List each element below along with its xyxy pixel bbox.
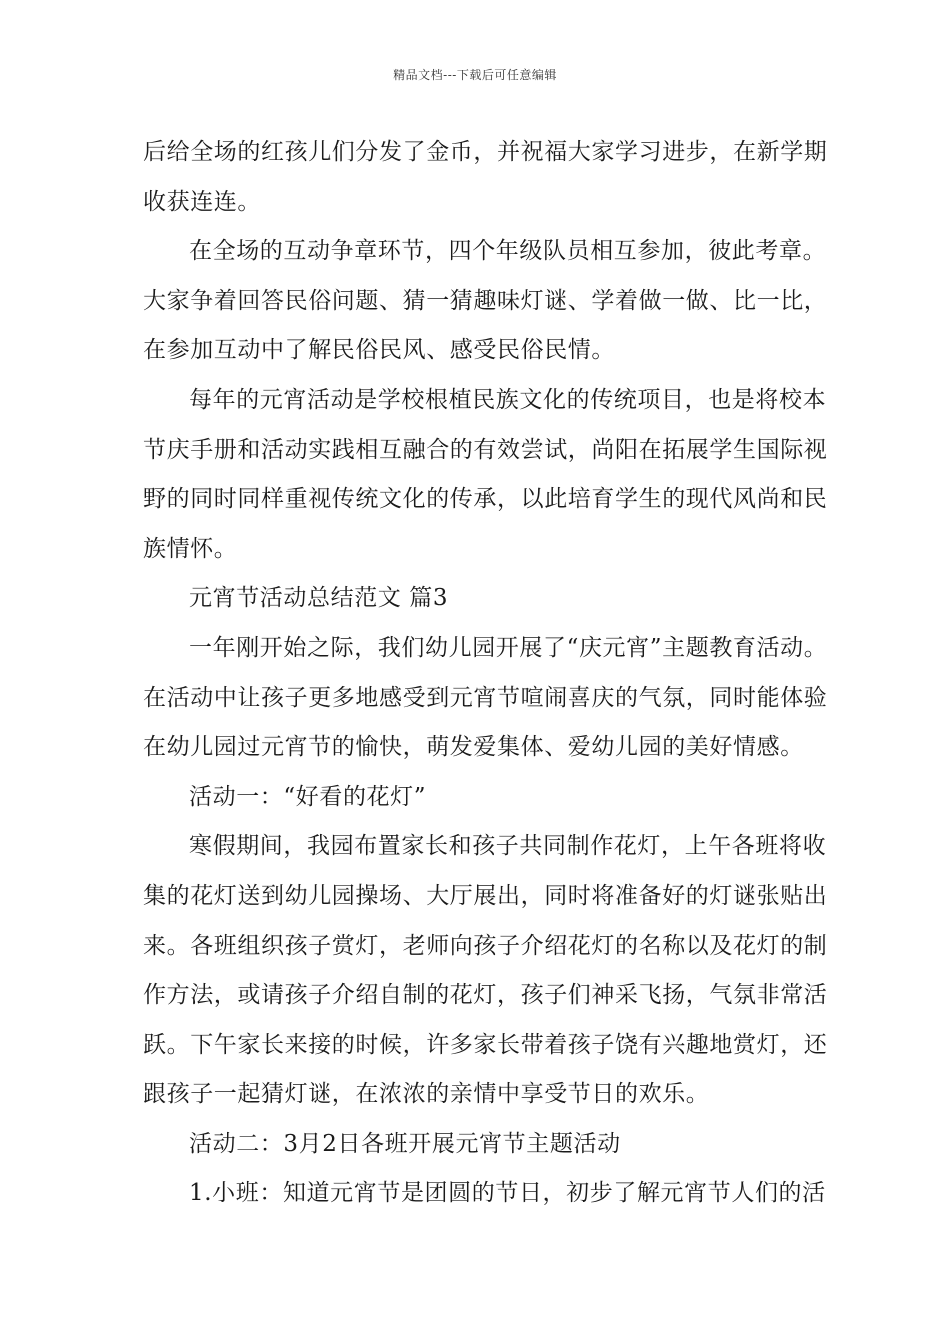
- text-line: 跟孩子一起猜灯谜，在浓浓的亲情中享受节日的欢乐。: [143, 1081, 710, 1108]
- text-line: 集的花灯送到幼儿园操场、大厅展出，同时将准备好的灯谜张贴出: [143, 882, 828, 909]
- text-line: 跃。下午家长来接的时候，许多家长带着孩子饶有兴趣地赏灯，还: [143, 1031, 828, 1058]
- activity-heading: 活动二：3月2日各班开展元宵节主题活动: [189, 1130, 621, 1157]
- text-line: 在参加互动中了解民俗民风、感受民俗民情。: [143, 337, 615, 364]
- section-heading: 元宵节活动总结范文 篇3: [189, 585, 449, 612]
- text-line: 后给全场的红孩儿们分发了金币，并祝福大家学习进步，在新学期: [143, 139, 828, 165]
- text-line: 在全场的互动争章环节，四个年级队员相互参加，彼此考章。: [189, 238, 827, 265]
- text-line: 寒假期间，我园布置家长和孩子共同制作花灯，上午各班将收: [189, 833, 827, 860]
- text-line: 来。各班组织孩子赏灯，老师向孩子介绍花灯的名称以及花灯的制: [143, 932, 828, 959]
- text-line: 在幼儿园过元宵节的愉快，萌发爱集体、爱幼儿园的美好情感。: [143, 734, 804, 761]
- page-header: 精品文档---下载后可任意编辑: [393, 68, 557, 82]
- document-body: [143, 128, 828, 1219]
- text-line: 作方法，或请孩子介绍自制的花灯，孩子们神采飞扬，气氛非常活: [143, 982, 828, 1009]
- activity-heading: 活动一：“好看的花灯”: [189, 783, 427, 810]
- text-line: 野的同时同样重视传统文化的传承，以此培育学生的现代风尚和民: [143, 486, 828, 513]
- text-line: 大家争着回答民俗问题、猜一猜趣味灯谜、学着做一做、比一比，: [143, 287, 828, 314]
- text-line: 每年的元宵活动是学校根植民族文化的传统项目，也是将校本: [189, 386, 827, 413]
- text-line: 一年刚开始之际，我们幼儿园开展了“庆元宵”主题教育活动。: [189, 634, 828, 661]
- text-line: 节庆手册和活动实践相互融合的有效尝试，尚阳在拓展学生国际视: [143, 436, 828, 463]
- text-line: 在活动中让孩子更多地感受到元宵节喧闹喜庆的气氛，同时能体验: [143, 684, 828, 711]
- text-line: 收获连连。: [143, 188, 261, 215]
- text-line: 1.小班：知道元宵节是团圆的节日，初步了解元宵节人们的活: [189, 1180, 826, 1207]
- text-line: 族情怀。: [143, 535, 238, 562]
